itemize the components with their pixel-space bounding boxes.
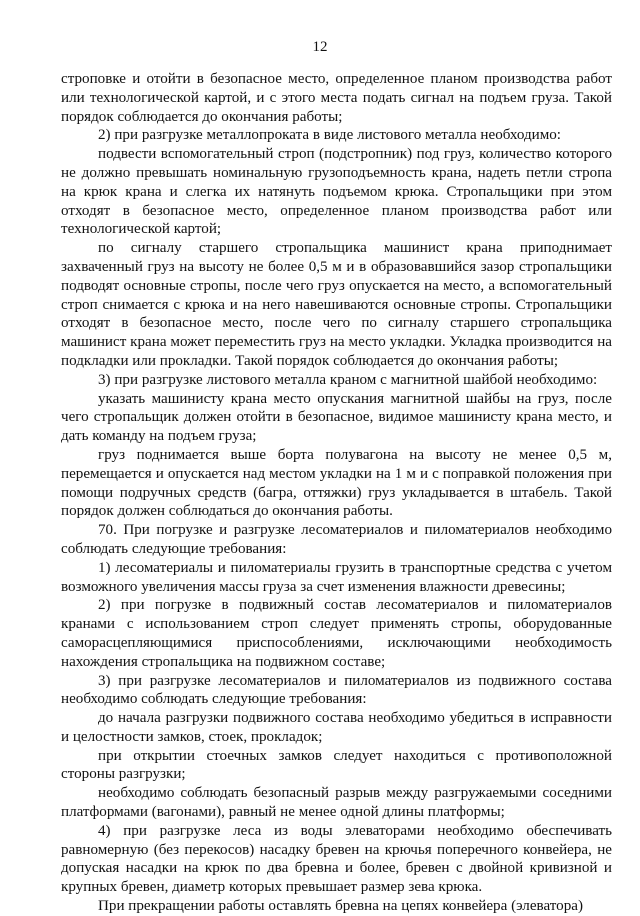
paragraph: 70. При погрузке и разгрузке лесоматериалов и пиломатериалов необходимо соблюдать следующие требования:	[61, 522, 612, 557]
paragraph: 3) при разгрузке лесоматериалов и пиломатериалов из подвижного состава необходимо соблюдать следующие требования:	[61, 672, 612, 708]
paragraph: подвести вспомогательный строп (подстропник) под груз, количество которого не должно превышать номинальную грузоподъемность крана, надеть петли стропа на крюк крана и слегка их натянуть подъемом крюка. Стропальщики при этом отходят в безопасное место, определенное планом производства работ или технологической картой;	[61, 146, 612, 238]
paragraph: 2) при погрузке в подвижный состав лесоматериалов и пиломатериалов кранами с использованием строп следует применять стропы, оборудованные саморасцепляющимися приспособлениями, исключающими необходимость нахождения стропальщика на подвижном составе;	[61, 597, 612, 670]
page-number: 12	[312, 39, 328, 55]
paragraph: груз поднимается выше борта полувагона на высоту не менее 0,5 м, перемещается и опускается над местом укладки на 1 м и с поправкой положения при помощи подручных средств (багра, оттяжки) груз укладывается в штабель. Такой порядок должен соблюдаться до окончания работы.	[61, 446, 612, 520]
document-body	[61, 70, 612, 916]
paragraph: 3) при разгрузке листового металла краном с магнитной шайбой необходимо:	[98, 371, 598, 388]
paragraph: 1) лесоматериалы и пиломатериалы грузить в транспортные средства с учетом возможного увеличения массы груза за счет изменения влажности древесины;	[61, 559, 612, 595]
paragraph: при открытии стоечных замков следует находиться с противоположной стороны разгрузки;	[61, 747, 612, 783]
paragraph: по сигналу старшего стропальщика машинист крана приподнимает захваченный груз на высоту не более 0,5 м и в образовавшийся зазор стропальщики подводят основные стропы, после чего груз опускается на место, а вспомогательный строп снимается с крюка и на него навешиваются основные стропы. Стропальщики отходят в безопасное место, после чего по сигналу старшего стропальщика машинист крана может переместить груз на место укладки. Укладка производится на подкладки или прокладки. Такой порядок соблюдается до окончания работы;	[61, 240, 612, 369]
paragraph: 2) при разгрузке металлопроката в виде листового металла необходимо:	[98, 127, 561, 144]
paragraph: При прекращении работы оставлять бревна на цепях конвейера (элеватора)	[98, 898, 583, 915]
paragraph: строповке и отойти в безопасное место, определенное планом производства работ или технологической картой, и с этого места подать сигнал на подъем груза. Такой порядок соблюдается до окончания работы;	[61, 71, 612, 125]
paragraph: указать машинисту крана место опускания магнитной шайбы на груз, после чего стропальщик должен отойти в безопасное, видимое машинисту крана место, и дать команду на подъем груза;	[61, 390, 612, 445]
paragraph: необходимо соблюдать безопасный разрыв между разгружаемыми соседними платформами (вагонами), равный не менее одной длины платформы;	[61, 785, 612, 821]
paragraph: до начала разгрузки подвижного состава необходимо убедиться в исправности и целостности замков, стоек, прокладок;	[61, 710, 612, 745]
paragraph: 4) при разгрузке леса из воды элеваторами необходимо обеспечивать равномерную (без перекосов) насадку бревен на крючья поперечного конвейера, не допуская насадки на крюк по два бревна и более, бревен с двойной кривизной и крупных бревен, диаметр которых превышает размер зева крюка.	[61, 822, 612, 896]
